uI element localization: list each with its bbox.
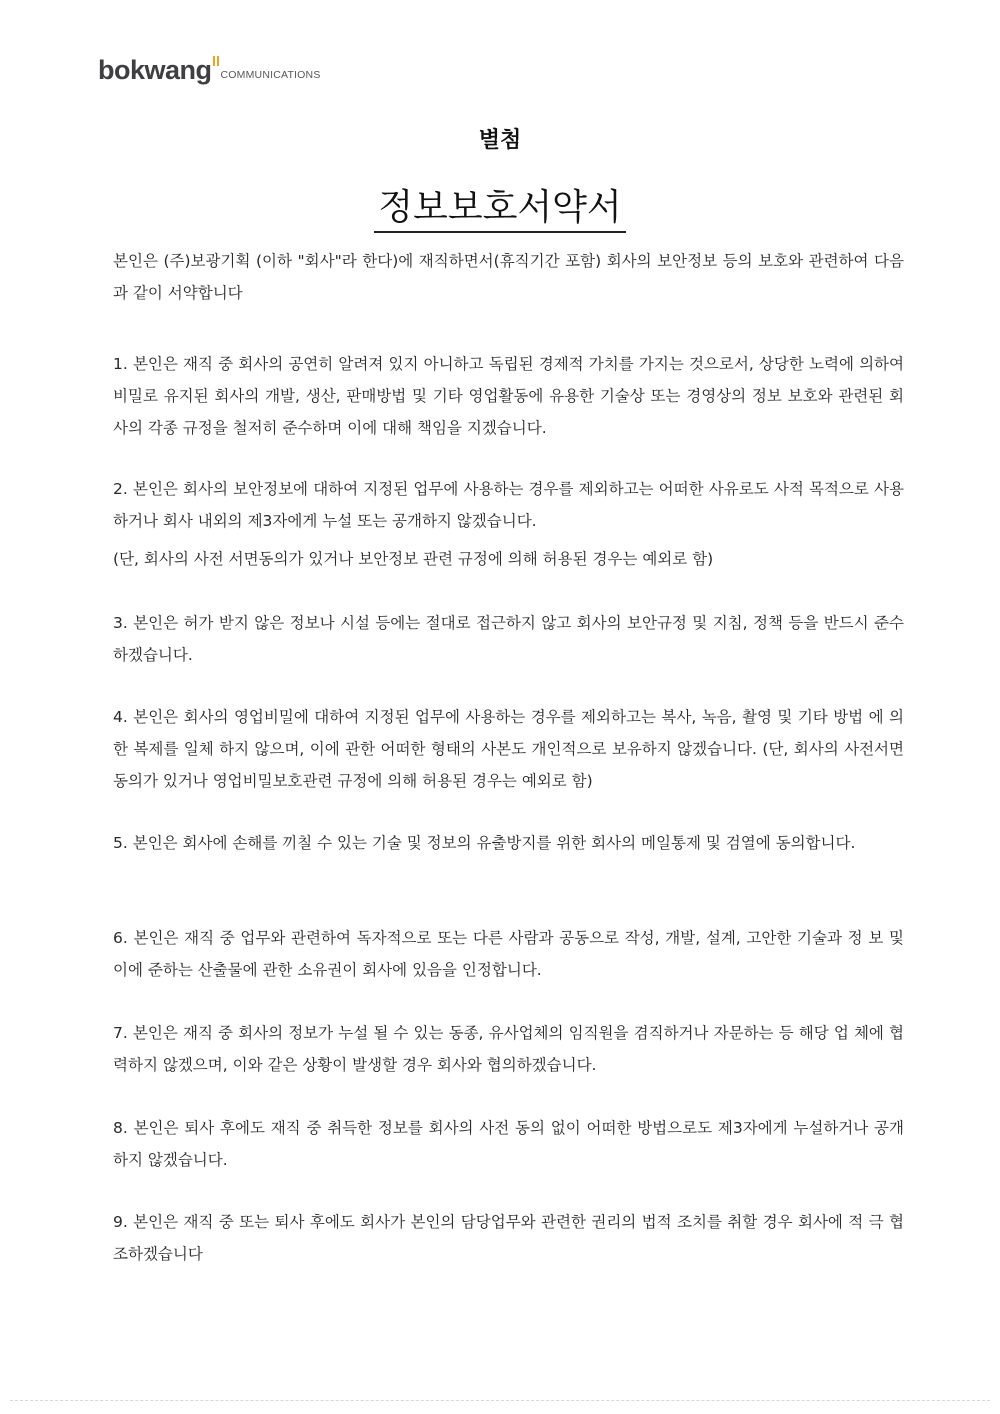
clause-3: 3. 본인은 허가 받지 않은 정보나 시설 등에는 절대로 접근하지 않고 회사의 보안규정 및 지침, 정책 등을 반드시 준수하겠습니다. [113,614,904,664]
clause-8: 8. 본인은 퇴사 후에도 재직 중 취득한 정보를 회사의 사전 동의 없이 어떠한 방법으로도 제3자에게 누설하거나 공개하지 않겠습니다. [113,1119,904,1169]
document-title [0,186,1000,233]
attachment-label: 별첨 [478,128,522,153]
logo-wordmark: bokwang [98,55,212,85]
clause-9: 9. 본인은 재직 중 또는 퇴사 후에도 회사가 본인의 담당업무와 관련한 권리의 법적 조치를 취할 경우 회사에 적 극 협조하겠습니다 [113,1213,904,1263]
clause-1: 1. 본인은 재직 중 회사의 공연히 알려져 있지 아니하고 독립된 경제적 가치를 가지는 것으로서, 상당한 노력에 의하여 비밀로 유지된 회사의 개발, 생산, 판매방법 및 기타 영업활동에 유용한 기술상 또는 경영상의 정보 보호와 관련된 회사의 각종 규정을 철저히 준수하며 이에 대해 책임을 지겠습니다. [113,355,904,437]
clause-6: 6. 본인은 재직 중 업무와 관련하여 독자적으로 또는 다른 사람과 공동으로 작성, 개발, 설계, 고안한 기술과 정 보 및 이에 준하는 산출물에 관한 소유권이 회사에 있음을 인정합니다. [113,929,904,979]
page-bottom-divider [10,1400,990,1401]
document-title-text: 정보보호서약서 [374,186,625,233]
clause-5: 5. 본인은 회사에 손해를 끼칠 수 있는 기술 및 정보의 유출방지를 위한 회사의 메일통제 및 검열에 동의합니다. [113,834,856,852]
clause-2-note: (단, 회사의 사전 서면동의가 있거나 보안정보 관련 규정에 의해 허용된 경우는 예외로 함) [113,550,714,568]
clause-7: 7. 본인은 재직 중 회사의 정보가 누설 될 수 있는 동종, 유사업체의 임직원을 겸직하거나 자문하는 등 해당 업 체에 협력하지 않겠으며, 이와 같은 상황이 발생할 경우 회사와 협의하겠습니다. [113,1024,904,1074]
clause-2: 2. 본인은 회사의 보안정보에 대하여 지정된 업무에 사용하는 경우를 제외하고는 어떠한 사유로도 사적 목적으로 사용하거나 회사 내외의 제3자에게 누설 또는 공개하지 않겠습니다. [113,480,904,530]
logo-subtitle: COMMUNICATIONS [220,68,321,81]
logo-accent-icon [213,48,219,84]
clause-4: 4. 본인은 회사의 영업비밀에 대하여 지정된 업무에 사용하는 경우를 제외하고는 복사, 녹음, 촬영 및 기타 방법 에 의한 복제를 일체 하지 않으며, 이에 관한 어떠한 형태의 사본도 개인적으로 보유하지 않겠습니다. (단, 회사의 사전서면동의가 있거나 영업비밀보호관련 규정에 의해 허용된 경우는 예외로 함) [113,708,904,790]
company-logo [98,44,321,84]
intro-paragraph: 본인은 (주)보광기획 (이하 "회사"라 한다)에 재직하면서(휴직기간 포함) 회사의 보안정보 등의 보호와 관련하여 다음과 같이 서약합니다 [113,252,904,302]
